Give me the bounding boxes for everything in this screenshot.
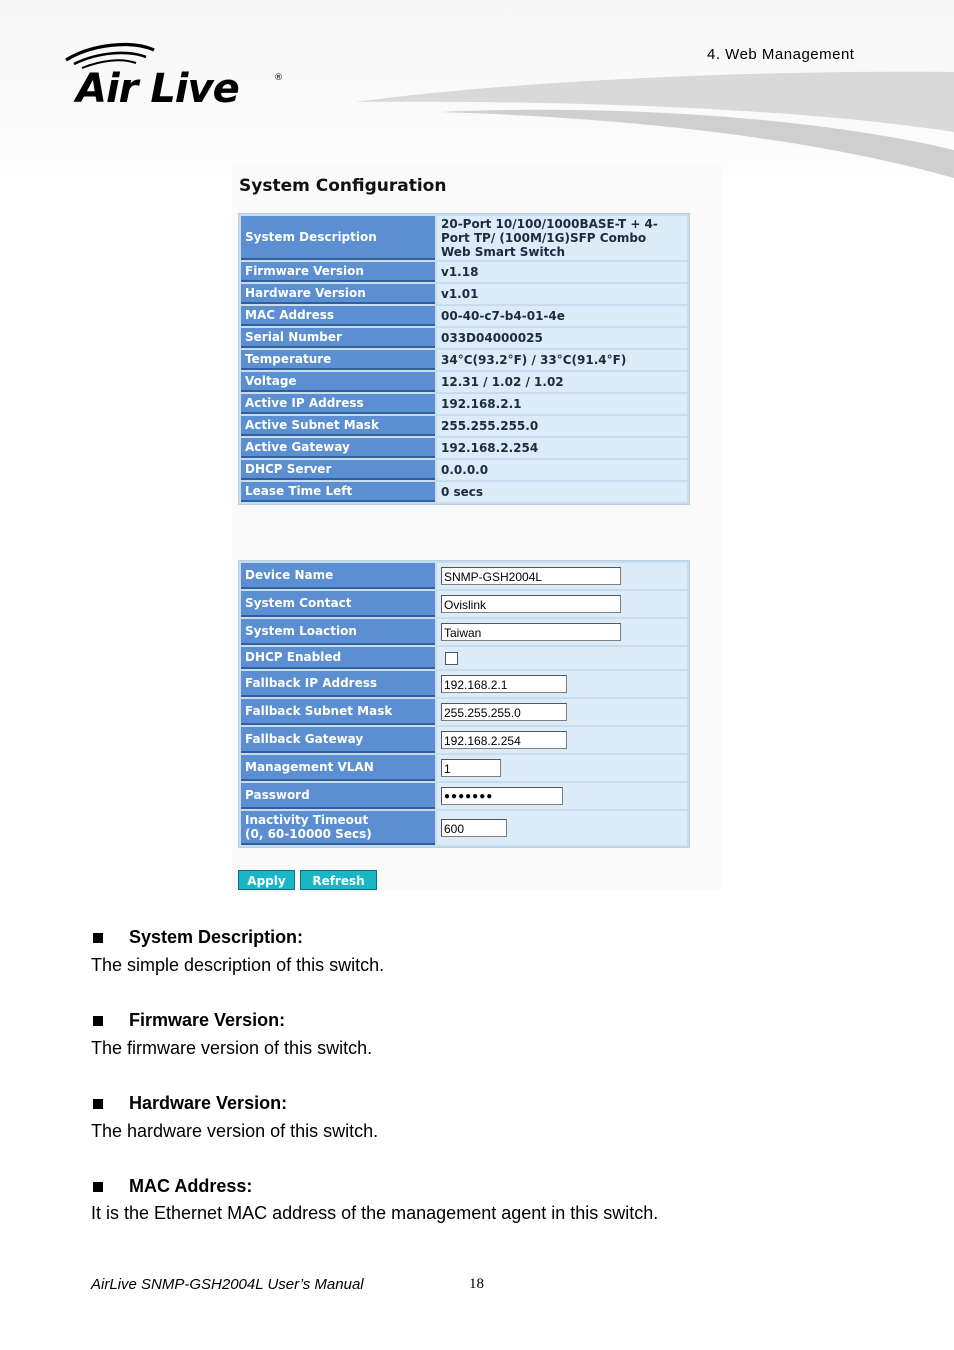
table-row: [241, 416, 687, 436]
table-row: [241, 699, 687, 725]
row-label: Active IP Address: [241, 394, 435, 414]
page-title: System Configuration: [239, 176, 447, 196]
apply-button[interactable]: Apply: [238, 870, 295, 890]
system-location-label: System Loaction: [241, 619, 435, 645]
row-value: 192.168.2.1: [437, 394, 687, 414]
inactivity-timeout-input[interactable]: 600: [441, 819, 507, 837]
management-vlan-input[interactable]: 1: [441, 759, 501, 777]
row-label: MAC Address: [241, 306, 435, 326]
inactivity-timeout-label: Inactivity Timeout (0, 60-10000 Secs): [241, 811, 435, 845]
table-row: [241, 216, 687, 260]
table-row: [241, 372, 687, 392]
page-number: 18: [469, 1276, 484, 1292]
square-bullet-icon: [93, 1099, 103, 1109]
table-row: [241, 394, 687, 414]
square-bullet-icon: [93, 1182, 103, 1192]
system-location-input[interactable]: Taiwan: [441, 623, 621, 641]
table-row: [241, 811, 687, 845]
system-info-table: [238, 213, 690, 505]
row-label: DHCP Server: [241, 460, 435, 480]
table-row: [241, 262, 687, 282]
row-value: 12.31 / 1.02 / 1.02: [437, 372, 687, 392]
row-label: Active Subnet Mask: [241, 416, 435, 436]
table-row: [241, 482, 687, 502]
table-row: [241, 619, 687, 645]
row-label: System Description: [241, 216, 435, 260]
fallback-mask-label: Fallback Subnet Mask: [241, 699, 435, 725]
square-bullet-icon: [93, 933, 103, 943]
row-label: Lease Time Left: [241, 482, 435, 502]
table-row: [241, 647, 687, 669]
refresh-button[interactable]: Refresh: [300, 870, 377, 890]
row-label: Temperature: [241, 350, 435, 370]
fallback-gateway-label: Fallback Gateway: [241, 727, 435, 753]
password-label: Password: [241, 783, 435, 809]
fallback-ip-label: Fallback IP Address: [241, 671, 435, 697]
row-value: 033D04000025: [437, 328, 687, 348]
table-row: [241, 328, 687, 348]
row-value: 0.0.0.0: [437, 460, 687, 480]
row-value: 20-Port 10/100/1000BASE-T + 4- Port TP/ (100M/1G)SFP Combo Web Smart Switch: [437, 216, 687, 260]
row-value: v1.01: [437, 284, 687, 304]
management-vlan-label: Management VLAN: [241, 755, 435, 781]
fallback-mask-input[interactable]: 255.255.255.0: [441, 703, 567, 721]
fallback-ip-input[interactable]: 192.168.2.1: [441, 675, 567, 693]
table-row: [241, 671, 687, 697]
svg-text:Air Live: Air Live: [76, 66, 239, 108]
row-label: Active Gateway: [241, 438, 435, 458]
system-contact-label: System Contact: [241, 591, 435, 617]
system-contact-input[interactable]: Ovislink: [441, 595, 621, 613]
chapter-heading: 4. Web Management: [707, 46, 855, 63]
table-row: [241, 755, 687, 781]
table-row: [241, 284, 687, 304]
row-value: 0 secs: [437, 482, 687, 502]
table-row: [241, 438, 687, 458]
row-label: Firmware Version: [241, 262, 435, 282]
airlive-logo: [62, 40, 292, 113]
section-description: The firmware version of this switch.: [91, 1038, 373, 1058]
row-value: 00-40-c7-b4-01-4e: [437, 306, 687, 326]
section-title: Firmware Version:: [129, 1010, 286, 1030]
row-label: Hardware Version: [241, 284, 435, 304]
section-title: Hardware Version:: [129, 1093, 288, 1113]
dhcp-enabled-label: DHCP Enabled: [241, 647, 435, 669]
table-row: [241, 460, 687, 480]
device-name-label: Device Name: [241, 563, 435, 589]
table-row: [241, 783, 687, 809]
row-value: v1.18: [437, 262, 687, 282]
section-description: It is the Ethernet MAC address of the management agent in this switch.: [91, 1203, 659, 1223]
footer-manual-title: AirLive SNMP-GSH2004L User’s Manual: [91, 1276, 364, 1293]
svg-text:®: ®: [274, 73, 283, 83]
section-description: The simple description of this switch.: [91, 955, 385, 975]
row-value: 255.255.255.0: [437, 416, 687, 436]
device-name-input[interactable]: SNMP-GSH2004L: [441, 567, 621, 585]
password-input[interactable]: ●●●●●●●: [441, 787, 563, 805]
table-row: [241, 563, 687, 589]
table-row: [241, 350, 687, 370]
table-row: [241, 306, 687, 326]
dhcp-enabled-checkbox[interactable]: [445, 652, 458, 665]
system-settings-form: [238, 560, 690, 848]
row-label: Serial Number: [241, 328, 435, 348]
table-row: [241, 591, 687, 617]
row-value: 34°C(93.2°F) / 33°C(91.4°F): [437, 350, 687, 370]
row-label: Voltage: [241, 372, 435, 392]
section-description: The hardware version of this switch.: [91, 1121, 379, 1141]
section-title: System Description:: [129, 927, 304, 947]
section-title: MAC Address:: [129, 1176, 253, 1196]
row-value: 192.168.2.254: [437, 438, 687, 458]
square-bullet-icon: [93, 1016, 103, 1026]
fallback-gateway-input[interactable]: 192.168.2.254: [441, 731, 567, 749]
table-row: [241, 727, 687, 753]
